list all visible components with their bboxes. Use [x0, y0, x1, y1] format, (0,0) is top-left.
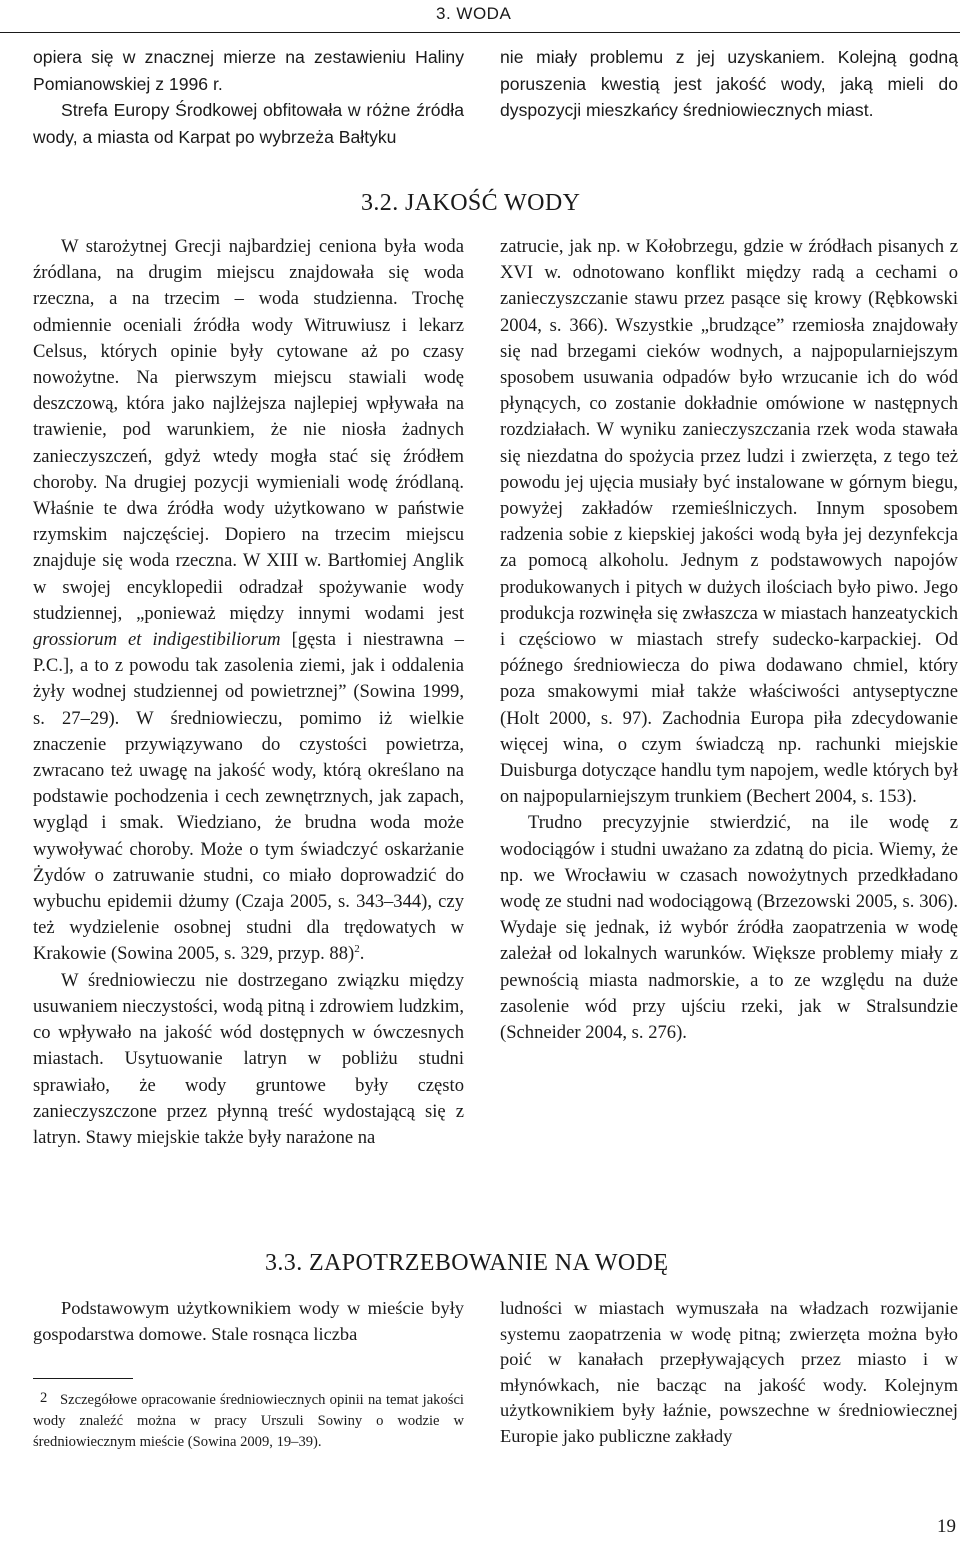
text-run: . — [359, 943, 365, 965]
paragraph: opiera się w znacznej mierze na zestawieniu Haliny Pomianowskiej z 1996 r. — [33, 47, 464, 94]
section-heading: 3.3. ZAPOTRZEBOWANIE NA WODĘ — [265, 1250, 669, 1276]
paragraph — [33, 234, 464, 968]
footnote-ref[interactable]: 2 — [354, 943, 360, 956]
footnote-number: 2 — [40, 1390, 48, 1406]
paragraph: W średniowieczu nie dostrzegano związku między usuwaniem nieczystości, wodą pitną i zdrowiem ludzkim, co wpływało na jakość wód dostępnych w ówczesnych miastach. Usytuowanie latryn w pobliżu studni sprawiało, że wody gruntowe były często zanieczyszczone przez płynną treść wydostającą się z latryn. Stawy miejskie także były narażone na — [33, 969, 464, 1148]
footnote — [33, 1390, 464, 1453]
footnote-rule — [33, 1378, 133, 1379]
text-run: [gęsta i niestrawna – P.C.], a to z powodu tak zasolenia ziemi, jak i oddalenia żyły wodnej studziennej od powietrznej” (Sowina 1999, s. 27–29). W średniowieczu, pomimo iż wielkie znaczenie przywiązywano do czystości powietrza, zwracano też uwagę na jakość wody, którą określano na podstawie pochodzenia i cech zewnętrznych, jak zapach, wygląd i smak. Wiedziano, że brudna woda może wywoływać choroby. Może o tym świadczyć oskarżanie Żydów o zatruwanie studni, co miało doprowadzić do wybuchu epidemii dżumy (Czaja 2005, s. 343–344), czy też wydzielenie osobnej studni dla trędowatych w Krakowie (Sowina 2005, s. 329, przyp. 88) — [33, 629, 464, 965]
paragraph: Trudno precyzyjnie stwierdzić, na ile wodę z wodociągów i studni uważano za zdatną do picia. Wiemy, że np. we Wrocławiu w czasach nowożytnych przedkładano wodę ze studni nad wodociągową (Brzezowski 2005, s. 306). Wydaje się jednak, iż wybór źródła zaopatrzenia w wodę zależał od lokalnych warunków. Większe problemy miały z pewnością miasta nadmorskie, a to ze względu na duże zasolenie wód przy ujściu rzeki, jak w Stralsundzie (Schneider 2004, s. 276). — [500, 812, 958, 1044]
top-right-column — [500, 44, 958, 124]
paragraph: Podstawowym użytkownikiem wody w mieście były gospodarstwa domowe. Stale rosnąca liczba — [33, 1298, 464, 1344]
footnote-text — [33, 1390, 464, 1453]
top-left-column — [33, 44, 464, 150]
latin-phrase: grossiorum et indigestibiliorum — [33, 629, 281, 651]
header-rule — [0, 32, 960, 33]
paragraph: Strefa Europy Środkowej obfitowała w różne źródła wody, a miasta od Karpat po wybrzeża Bałtyku — [33, 100, 464, 147]
footnote-text-run: Szczegółowe opracowanie średniowiecznych opinii na temat jakości wody znaleźć można w pracy Urszuli Sowiny o wodzie w średniowiecznym mieście (Sowina 2009, 19–39). — [33, 1392, 464, 1450]
text-run: W starożytnej Grecji najbardziej ceniona była woda źródlana, na drugim miejscu znajdowała się woda rzeczna, a na trzecim – woda studzienna. Trochę odmiennie oceniali źródła wody Witruwiusz i lekarz Celsus, których opinie były cytowane aż po czasy nowożytne. Na pierwszym miejscu stawiali wodę deszczową, która jako najlżejsza najlepiej wpływała na trawienie, pod warunkiem, że nie niosła żadnych zanieczyszczeń, gdyż wtedy mogła stać się źródłem choroby. Na drugiej pozycji wymieniali wodę źródlaną. Właśnie te dwa źródła wody użytkowano w państwie rzymskim najczęściej. Dopiero na trzecim miejscu znajduje się woda rzeczna. W XIII w. Bartłomiej Anglik w swojej encyklopedii odradzał spożywanie wody studziennej, „ponieważ między innymi wodami jest — [33, 236, 464, 624]
section-33-right-column — [500, 1296, 958, 1449]
paragraph: zatrucie, jak np. w Kołobrzegu, gdzie w źródłach pisanych z XVI w. odnotowano konflikt między radą a cechami o zanieczyszczanie stawu przez pasące się krowy (Rębkowski 2004, s. 366). Wszystkie „brudzące” rzemiosła znajdowały się nad brzegami cieków wodnych, a najpopularniejszym sposobem usuwania odpadów było wrzucanie ich do wód płynących, co zostanie dokładnie omówione w następnych rozdziałach. W wyniku zanieczyszczania rzek woda stawała się niezdatna do spożycia przez ludzi i zwierzęta, z tego też powodu jej ujęcia musiały być instalowane w górnym biegu, powyżej zakładów rzemieślniczych. Innym sposobem radzenia sobie z kiepskiej jakości wodą była jej dezynfekcja za pomocą alkoholu. Jednym z podstawowych napojów produkowanych i pitych w dużych ilościach było piwo. Jego produkcja rozwinęła się zwłaszcza w miastach hanzeatyckich i częściowo w miastach strefy sudecko-karpackiej. Od późnego średniowiecza do piwa dodawano chmiel, który poza smakowymi miał także właściwości antyseptyczne (Holt 2000, s. 97). Zachodnia Europa piła zdecydowanie więcej wina, o czym świadczą np. rachunki miejskie Duisburga dotyczące handlu tym napojem, wedle których był on najpopularniejszym trunkiem (Bechert 2004, s. 153). — [500, 236, 958, 808]
footnote-body — [33, 1390, 464, 1453]
paragraph: ludności w miastach wymuszała na władzach rozwijanie systemu zaopatrzenia w wodę pitną; zwierzęta można było poić w kanałach przepływających przez miasto i w młynówkach, nie bacząc na jakość wody. Kolejnym użytkownikiem były łaźnie, powszechne w średniowiecznej Europie jako publiczne zakłady — [500, 1298, 958, 1446]
running-header: 3. WODA — [436, 4, 512, 23]
section-heading: 3.2. JAKOŚĆ WODY — [361, 190, 581, 216]
section-33-left-column — [33, 1296, 464, 1347]
page-number: 19 — [937, 1516, 956, 1537]
section-32-left-column — [33, 234, 464, 1151]
paragraph: nie miały problemu z jej uzyskaniem. Kolejną godną poruszenia kwestią jest jakość wody, jaką mieli do dyspozycji mieszkańcy średniowiecznych miast. — [500, 47, 958, 120]
section-32-right-column — [500, 234, 958, 1046]
